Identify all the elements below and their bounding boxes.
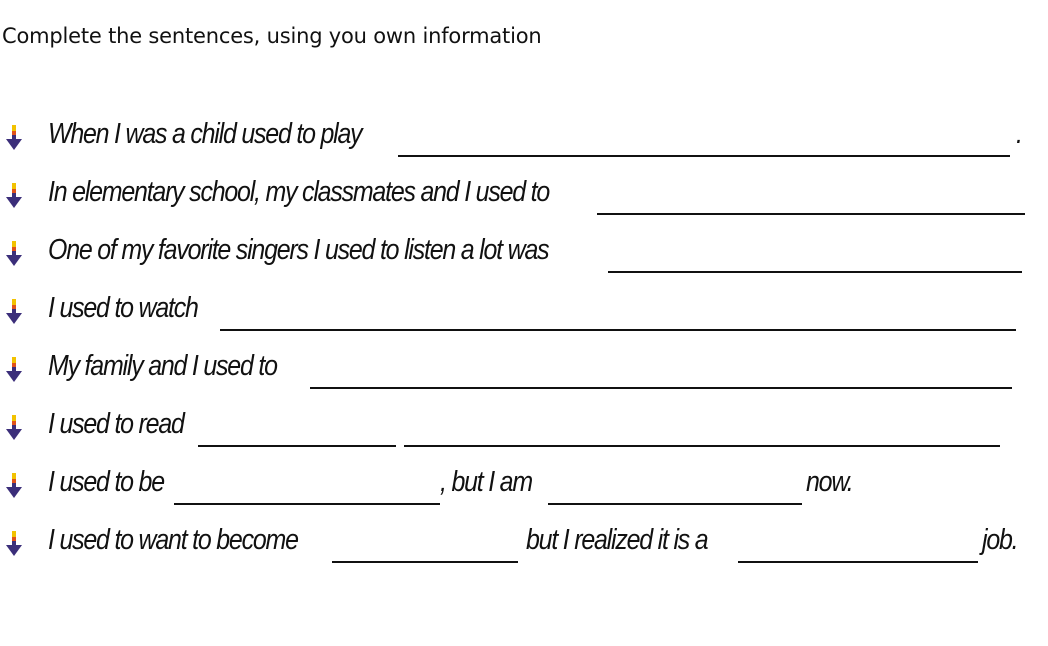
down-arrow-bullet-icon	[6, 415, 22, 441]
sentence-text: I used to want to become	[48, 524, 298, 556]
answer-blank[interactable]	[174, 503, 440, 505]
answer-blank[interactable]	[398, 155, 1010, 157]
answer-blank[interactable]	[548, 503, 802, 505]
sentence-text: job.	[982, 524, 1018, 556]
list-item	[0, 289, 1048, 335]
answer-blank[interactable]	[597, 213, 1025, 215]
sentence-text: , but I am	[440, 466, 532, 498]
sentence-text: now.	[806, 466, 853, 498]
down-arrow-bullet-icon	[6, 299, 22, 325]
instruction-text: Complete the sentences, using you own information	[2, 24, 542, 48]
sentence-text: One of my favorite singers I used to listen a lot was	[48, 234, 549, 266]
down-arrow-bullet-icon	[6, 473, 22, 499]
answer-blank[interactable]	[608, 271, 1022, 273]
sentence-text: I used to watch	[48, 292, 198, 324]
list-item	[0, 405, 1048, 451]
sentence-text: but I realized it is a	[526, 524, 708, 556]
list-item	[0, 347, 1048, 393]
down-arrow-bullet-icon	[6, 125, 22, 151]
down-arrow-bullet-icon	[6, 357, 22, 383]
down-arrow-bullet-icon	[6, 183, 22, 209]
sentence-text: My family and I used to	[48, 350, 277, 382]
answer-blank[interactable]	[198, 445, 396, 447]
list-item	[0, 463, 1048, 509]
answer-blank[interactable]	[404, 445, 1000, 447]
sentence-text: I used to read	[48, 408, 184, 440]
sentence-text: I used to be	[48, 466, 164, 498]
list-item	[0, 231, 1048, 277]
list-item	[0, 115, 1048, 161]
answer-blank[interactable]	[332, 561, 518, 563]
sentence-end: .	[1016, 118, 1022, 150]
list-item	[0, 521, 1048, 567]
answer-blank[interactable]	[220, 329, 1016, 331]
list-item	[0, 173, 1048, 219]
down-arrow-bullet-icon	[6, 241, 22, 267]
sentence-text: When I was a child used to play	[48, 118, 362, 150]
sentence-text: In elementary school, my classmates and I used to	[48, 176, 550, 208]
down-arrow-bullet-icon	[6, 531, 22, 557]
answer-blank[interactable]	[310, 387, 1012, 389]
answer-blank[interactable]	[738, 561, 978, 563]
